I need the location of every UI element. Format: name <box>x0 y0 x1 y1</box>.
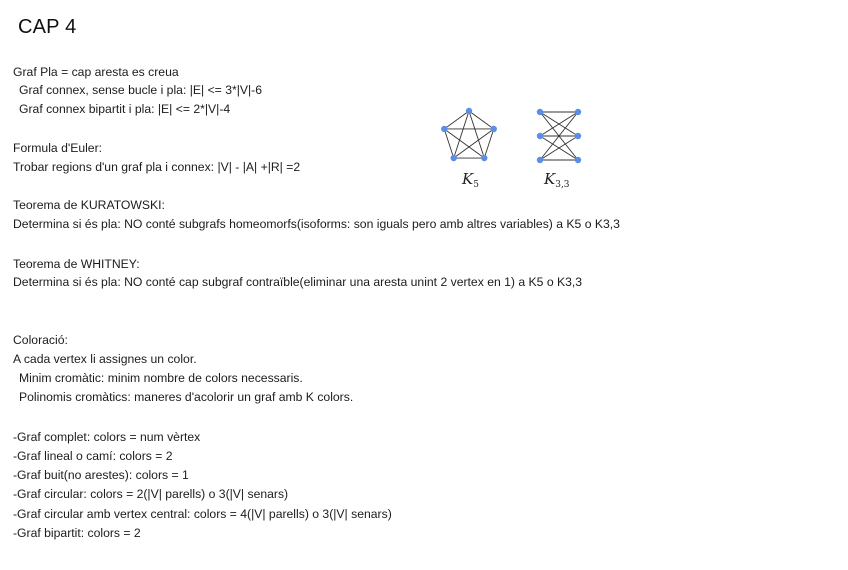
k5-vertex <box>451 155 457 161</box>
coloracio-line-2: Minim cromàtic: minim nombre de colors necessaris. <box>19 371 303 385</box>
k33-vertex <box>575 157 581 163</box>
kuratowski-heading: Teorema de KURATOWSKI: <box>13 198 165 212</box>
graf-pla-line-1: Graf connex, sense bucle i pla: |E| <= 3*|V|-6 <box>19 83 263 97</box>
k5-edge <box>469 111 484 158</box>
euler-heading: Formula d'Euler: <box>13 141 103 155</box>
k5-vertex <box>481 155 487 161</box>
k5-vertex <box>491 126 497 132</box>
k5-edge <box>454 129 494 158</box>
colors-list-item: -Graf bipartit: colors = 2 <box>13 526 141 540</box>
k33-label: $K_{3,3}$ <box>544 170 570 190</box>
k33-vertex <box>575 133 581 139</box>
graf-pla-heading: Graf Pla = cap aresta es creua <box>13 65 179 79</box>
k33-vertex <box>575 109 581 115</box>
coloracio-line-1: A cada vertex li assignes un color. <box>13 352 197 366</box>
k5-edge <box>454 111 469 158</box>
euler-line-1: Trobar regions d'un graf pla i connex: |V| - |A| +|R| =2 <box>13 160 301 174</box>
k5-edge <box>469 111 494 129</box>
coloracio-heading: Coloració: <box>13 333 68 347</box>
k5-edge <box>484 129 493 158</box>
graphs-svg <box>438 104 588 174</box>
whitney-line-1: Determina si és pla: NO conté cap subgraf contraïble(eliminar una aresta unint 2 vertex en 1) a K5 o K3,3 <box>13 275 583 289</box>
k5-label: $K_5$ <box>462 170 479 190</box>
whitney-heading: Teorema de WHITNEY: <box>13 257 140 271</box>
kuratowski-line-1: Determina si és pla: NO conté subgrafs homeomorfs(isoforms: son iguals pero amb altres variables) a K5 o K3,3 <box>13 217 620 231</box>
k5-edge <box>444 111 469 129</box>
k33-vertex <box>537 157 543 163</box>
k5-vertex <box>441 126 447 132</box>
colors-list-item: -Graf circular: colors = 2(|V| parells) o 3(|V| senars) <box>13 487 289 501</box>
k5-graph <box>441 108 497 161</box>
colors-list-item: -Graf lineal o camí: colors = 2 <box>13 449 173 463</box>
coloracio-line-3: Polinomis cromàtics: maneres d'acolorir un graf amb K colors. <box>19 390 354 404</box>
k5-edge <box>444 129 484 158</box>
k33-graph <box>537 109 581 163</box>
k33-vertex <box>537 109 543 115</box>
colors-list-item: -Graf complet: colors = num vèrtex <box>13 430 201 444</box>
k5-edge <box>444 129 453 158</box>
graf-pla-line-2: Graf connex bipartit i pla: |E| <= 2*|V|-4 <box>19 102 231 116</box>
k5-vertex <box>466 108 472 114</box>
colors-list-item: -Graf buit(no arestes): colors = 1 <box>13 468 189 482</box>
graph-figure <box>438 104 588 194</box>
page-title: CAP 4 <box>18 16 77 38</box>
colors-list-item: -Graf circular amb vertex central: colors = 4(|V| parells) o 3(|V| senars) <box>13 507 392 521</box>
k33-vertex <box>537 133 543 139</box>
